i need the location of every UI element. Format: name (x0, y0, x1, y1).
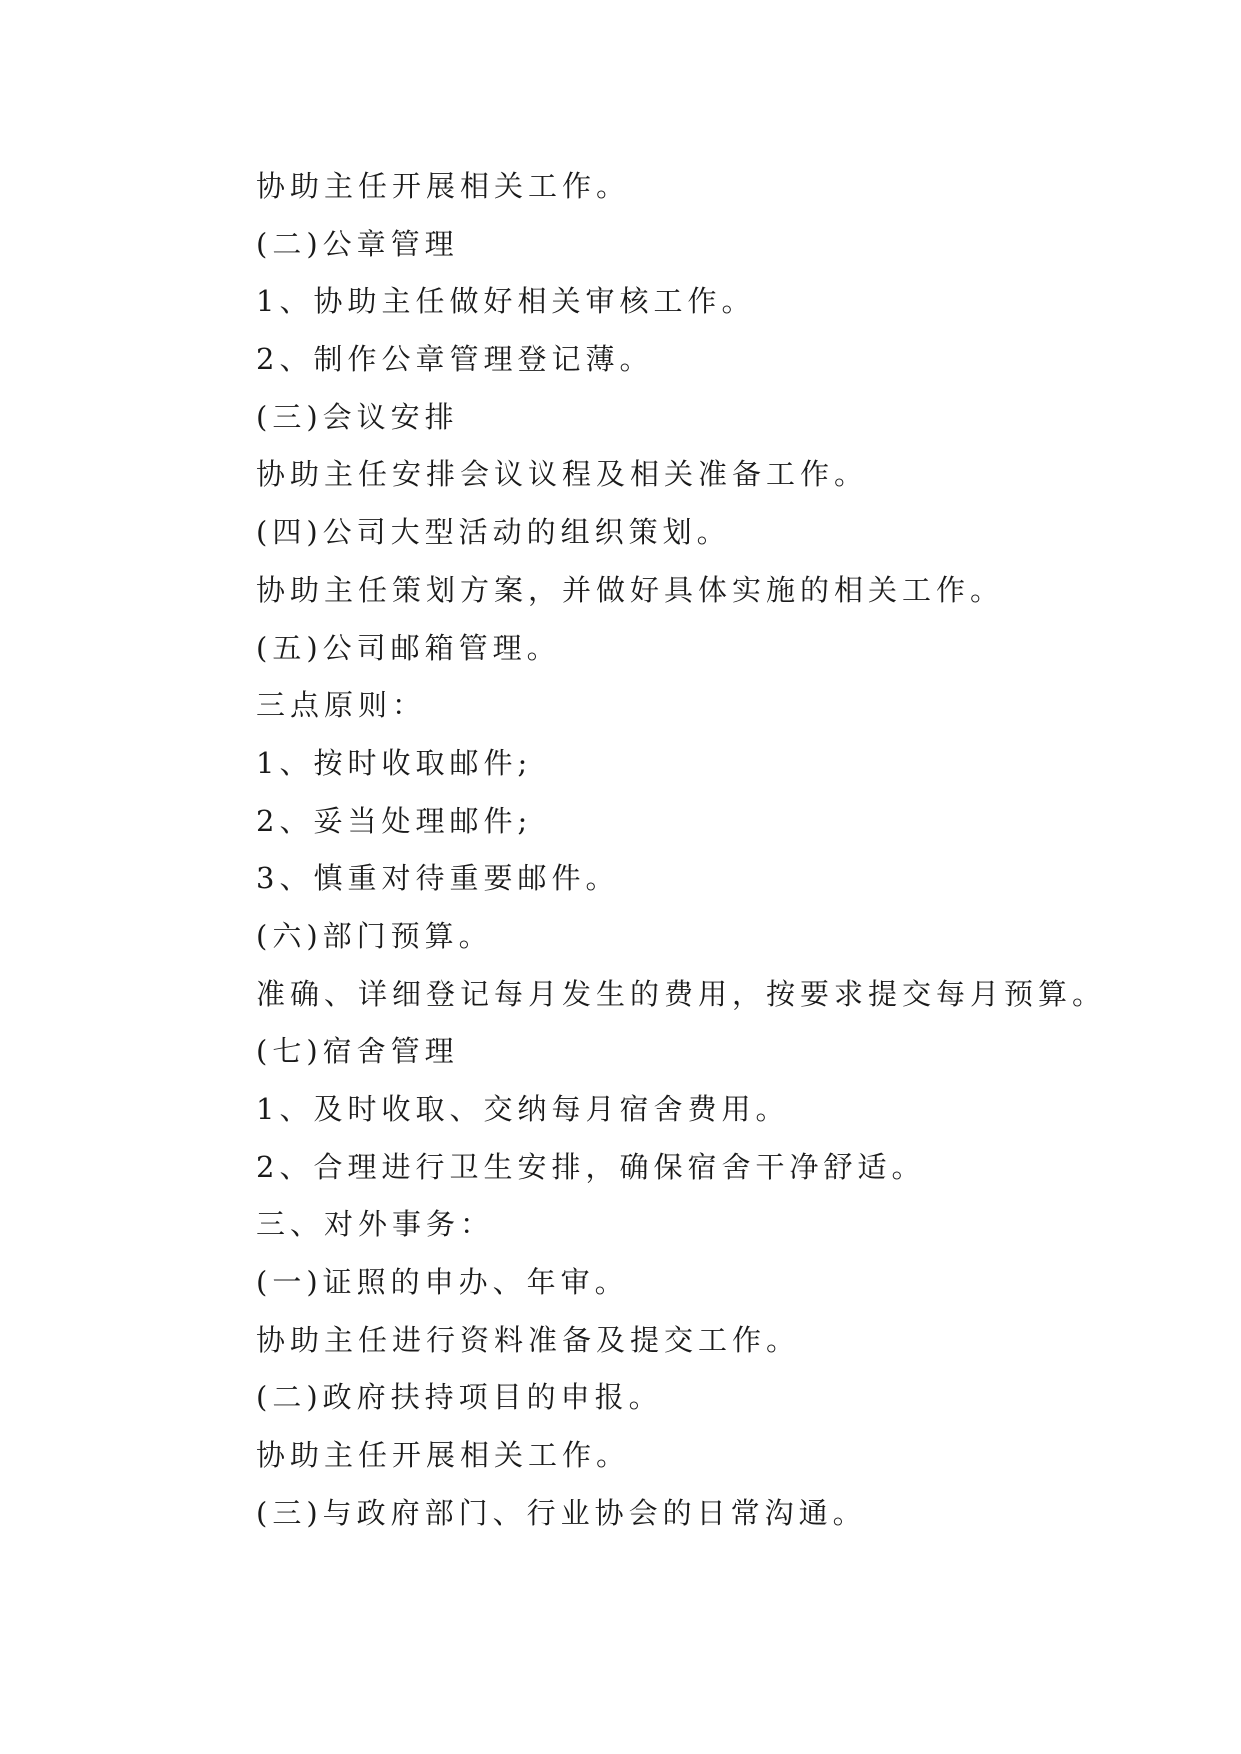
text-line-21: 协助主任进行资料准备及提交工作。 (256, 1322, 801, 1357)
text-line-3: 1、协助主任做好相关审核工作。 (256, 284, 756, 319)
section-heading-mailbox-management: (五)公司邮箱管理。 (256, 630, 561, 665)
section-heading-external-affairs: 三、对外事务： (256, 1207, 495, 1242)
section-heading-dormitory-management: (七)宿舍管理 (256, 1034, 459, 1069)
section-heading-licenses: (一)证照的申办、年审。 (256, 1265, 629, 1300)
text-line-18: 2、合理进行卫生安排，确保宿舍干净舒适。 (256, 1149, 926, 1184)
text-line-23: 协助主任开展相关工作。 (256, 1438, 631, 1473)
text-line-12: 2、妥当处理邮件; (256, 803, 533, 838)
text-line-10: 三点原则： (256, 688, 427, 723)
section-heading-government-communication: (三)与政府部门、行业协会的日常沟通。 (256, 1495, 867, 1530)
text-line-13: 3、慎重对待重要邮件。 (256, 861, 620, 896)
text-line-4: 2、制作公章管理登记薄。 (256, 342, 654, 377)
section-heading-seal-management: (二)公章管理 (256, 226, 459, 261)
section-heading-department-budget: (六)部门预算。 (256, 918, 493, 953)
text-line-8: 协助主任策划方案，并做好具体实施的相关工作。 (256, 572, 1005, 607)
section-heading-meeting-arrangement: (三)会议安排 (256, 399, 459, 434)
document-body (256, 158, 1156, 1543)
section-heading-company-events: (四)公司大型活动的组织策划。 (256, 515, 731, 550)
text-line-11: 1、按时收取邮件; (256, 745, 533, 780)
text-line-1: 协助主任开展相关工作。 (256, 169, 631, 203)
text-line-6: 协助主任安排会议议程及相关准备工作。 (256, 457, 869, 492)
text-line-15: 准确、详细登记每月发生的费用，按要求提交每月预算。 (256, 976, 1107, 1011)
section-heading-government-projects: (二)政府扶持项目的申报。 (256, 1380, 663, 1415)
text-line-17: 1、及时收取、交纳每月宿舍费用。 (256, 1092, 790, 1126)
